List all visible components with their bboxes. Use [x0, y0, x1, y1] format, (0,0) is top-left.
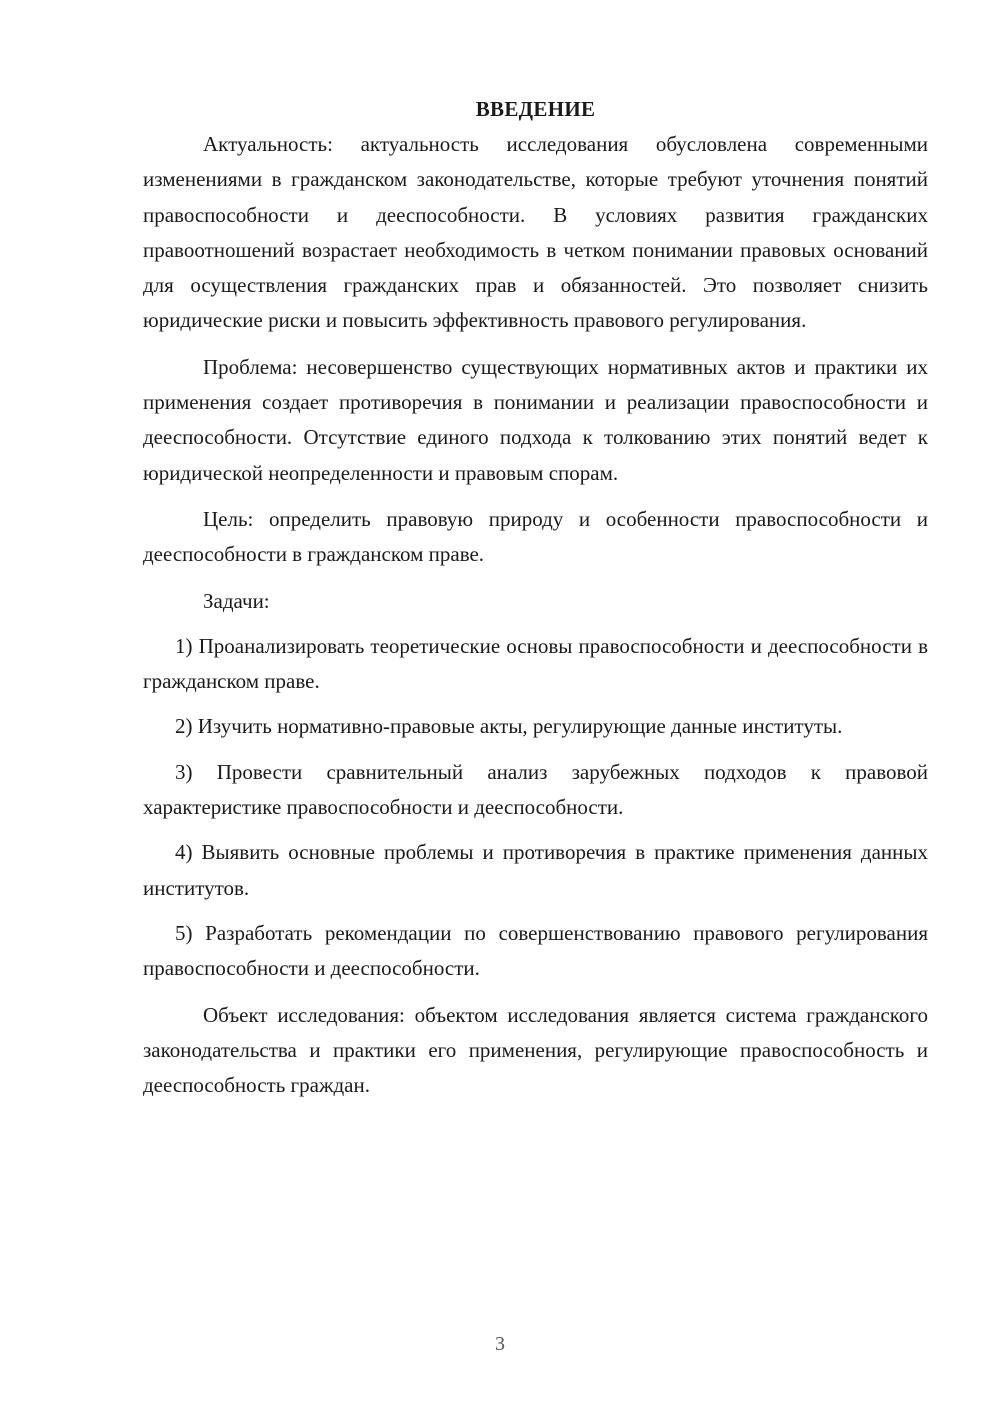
paragraph-relevance: Актуальность: актуальность исследования обусловлена современными изменениями в гражданском законодательстве, которые требуют уточнения понятий правоспособности и дееспособности. В условиях развития гражданских правоотношений возрастает необходимость в четком понимании правовых оснований для осуществления гражданских прав и обязанностей. Это позволяет снизить юридические риски и повысить эффективность правового регулирования.	[143, 132, 928, 333]
task-item-4: 4) Выявить основные проблемы и противоречия в практике применения данных институтов.	[143, 840, 928, 900]
paragraph-tasks-heading: Задачи:	[203, 588, 270, 613]
page-number: 3	[495, 1333, 505, 1355]
paragraph-object: Объект исследования: объектом исследования является система гражданского законодательства и практики его применения, регулирующие правоспособность и дееспособность граждан.	[143, 1002, 928, 1098]
paragraph-goal: Цель: определить правовую природу и особенности правоспособности и дееспособности в гражданском праве.	[143, 506, 928, 567]
task-item-3: 3) Провести сравнительный анализ зарубежных подходов к правовой характеристике правоспособности и дееспособности.	[143, 759, 928, 820]
task-item-1: 1) Проанализировать теоретические основы правоспособности и дееспособности в гражданском праве.	[143, 633, 928, 694]
paragraph-problem: Проблема: несовершенство существующих нормативных актов и практики их применения создает противоречия в понимании и реализации правоспособности и дееспособности. Отсутствие единого подхода к толкованию этих понятий ведет к юридической неопределенности и правовым спорам.	[143, 354, 928, 485]
task-item-2: 2) Изучить нормативно-правовые акты, регулирующие данные институты.	[175, 714, 843, 739]
page-title: ВВЕДЕНИЕ	[475, 97, 596, 121]
task-list	[143, 629, 928, 987]
task-item-5: 5) Разработать рекомендации по совершенствованию правового регулирования правоспособности и дееспособности.	[143, 920, 928, 981]
document-page	[143, 92, 928, 1103]
